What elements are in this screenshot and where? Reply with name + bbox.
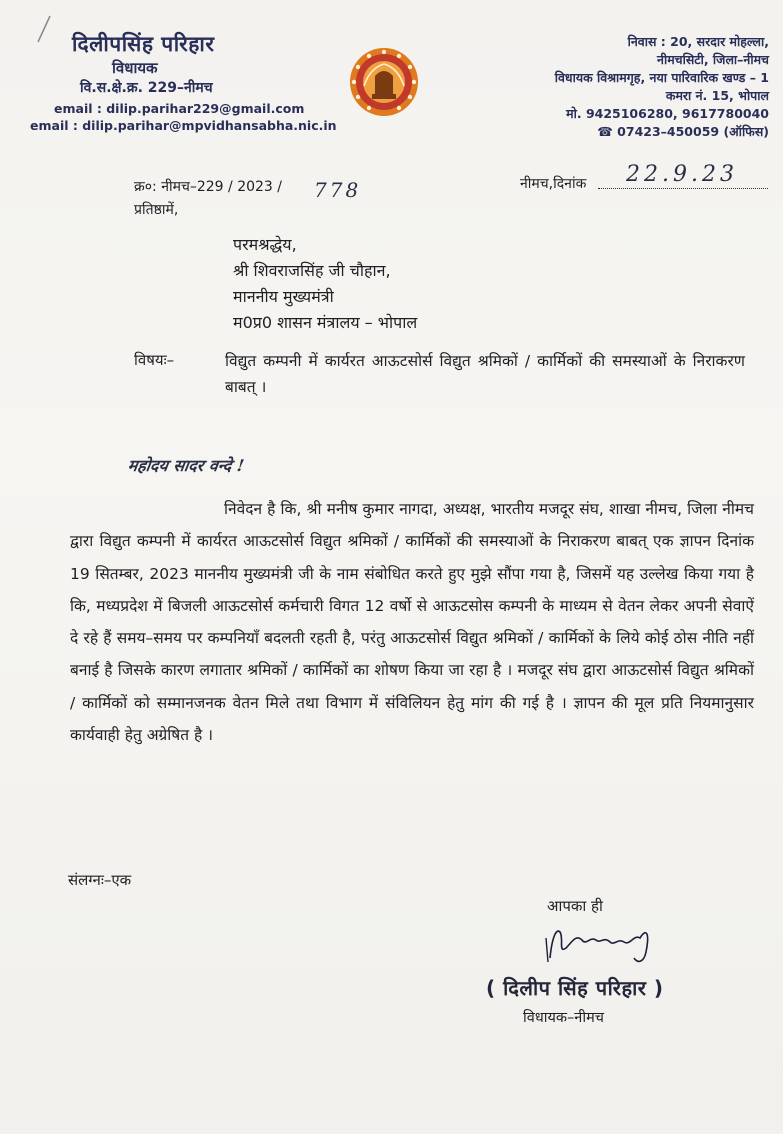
reference-number: क्र०: नीमच–229 / 2023 /	[134, 179, 282, 195]
signatory-name: ( दिलीप सिंह परिहार )	[486, 976, 664, 1000]
letterhead-address	[499, 33, 769, 141]
address-line: विधायक विश्रामगृह, नया पारिवारिक खण्ड – 1	[554, 70, 769, 85]
reference-number-handwritten: 778	[314, 178, 362, 202]
letter-body: निवेदन है कि, श्री मनीष कुमार नागदा, अध्यक्ष, भारतीय मजदूर संघ, शाखा नीमच, जिला नीमच द्वारा विद्युत कम्पनी में कार्यरत आऊटसोर्स विद्युत श्रमिकों / कार्मिकों की समस्याओं के निराकरण बाबत् एक ज्ञापन दिनांक 19 सितम्बर, 2023 माननीय मुख्यमंत्री जी के नाम संबोधित करते हुए मुझे सौंपा गया है, जिसमें यह उल्लेख किया गया है कि, मध्यप्रदेश में बिजली आऊटसोर्स कर्मचारी विगत 12 वर्षो से आऊटसोस कम्पनी के माध्यम से वेतन लेकर अपनी सेवाऐं दे रहे हैं समय–समय पर कम्पनियॉं बदलती रहती है, परंतु आऊटसोर्स विद्युत श्रमिकों / कार्मिकों के लिये कोई ठोस नीति नहीं बनाई है जिसके कारण लगातार श्रमिकों / कार्मिकों का शोषण किया जा रहा है । मजदूर संघ द्वारा आऊटसोर्स विद्युत श्रमिकों / कार्मिकों को सम्मानजनक वेतन मिले तथा विभाग में संविलियन हेतु मांग की गई है । ज्ञापन की मूल प्रति नियमानुसार कार्यवाही हेतु अग्रेषित है ।	[70, 500, 754, 745]
greeting-handwritten: महोदय सादर वन्दे !	[126, 456, 246, 475]
letterhead-designation: विधायक	[112, 59, 158, 77]
date-handwritten: 22.9.23	[626, 162, 738, 187]
addressee-block	[233, 232, 417, 336]
signature-icon	[542, 918, 662, 970]
addressee-line: श्री शिवराजसिंह जी चौहान,	[233, 261, 391, 280]
letterhead-name: दिलीपसिंह परिहार	[72, 32, 215, 56]
closing-yours: आपका ही	[547, 897, 603, 915]
subject-label: विषयः–	[134, 351, 175, 369]
pen-mark-icon	[34, 14, 54, 44]
subject-text: विद्युत कम्पनी में कार्यरत आऊटसोर्स विद्युत श्रमिकों / कार्मिकों की समस्याओं के निराकरण बाबत् ।	[225, 352, 745, 396]
letterhead-email-2: email : dilip.parihar@mpvidhansabha.nic.in	[30, 118, 337, 133]
phone-line: मो. 9425106280, 9617780040	[566, 106, 769, 121]
letterhead-email-1: email : dilip.parihar229@gmail.com	[54, 101, 305, 116]
enclosure-note: संलग्नः–एक	[68, 871, 132, 889]
mp-state-emblem-icon	[348, 42, 420, 126]
addressee-line: माननीय मुख्यमंत्री	[233, 287, 334, 306]
date-label: नीमच,दिनांक	[520, 176, 587, 192]
address-line: कमरा नं. 15, भोपाल	[665, 88, 769, 103]
addressee-line: म0प्र0 शासन मंत्रालय – भोपाल	[233, 313, 418, 332]
addressee-line: परमश्रद्धेय,	[233, 235, 297, 254]
letterhead-constituency: वि.स.क्षे.क्र. 229–नीमच	[80, 80, 213, 96]
addressee-prefix: प्रतिष्ठामें,	[134, 202, 179, 218]
office-phone-line: ☎ 07423–450059 (ऑफिस)	[597, 124, 769, 139]
address-line: नीमचसिटी, जिला–नीमच	[657, 52, 769, 67]
address-line: निवास : 20, सरदार मोहल्ला,	[627, 34, 769, 49]
signatory-designation: विधायक–नीमच	[523, 1010, 604, 1026]
